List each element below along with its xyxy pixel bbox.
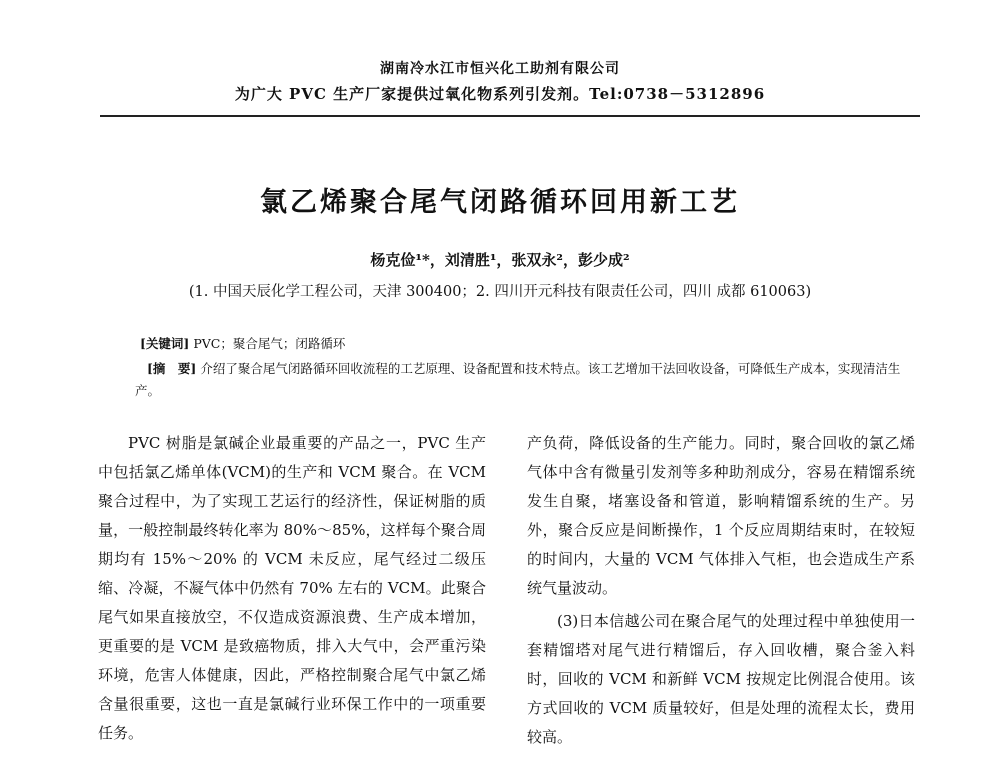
body-left-column (98, 429, 486, 748)
sponsor-company: 湖南冷水江市恒兴化工助剂有限公司 (380, 61, 620, 77)
keywords-text: PVC；聚合尾气；闭路循环 (193, 336, 346, 351)
abstract-block (135, 358, 920, 402)
body-paragraph: (3)日本信越公司在聚合尾气的处理过程中单独使用一套精馏塔对尾气进行精馏后，存入回收槽，聚合釜入料时，回收的 VCM 和新鲜 VCM 按规定比例混合使用。该方式回收的 VCM 质量较好，但是处理的流程太长，费用较高。 (527, 612, 915, 746)
body-paragraph-continued: 产负荷，降低设备的生产能力。同时，聚合回收的氯乙烯气体中含有微量引发剂等多种助剂成分，容易在精馏系统发生自聚，堵塞设备和管道，影响精馏系统的生产。另外，聚合反应是间断操作，1 个反应周期结束时，在较短的时间内，大量的 VCM 气体排入气柜，也会造成生产系统气量波动。 (527, 434, 915, 597)
sponsor-slogan: 为广大 PVC 生产厂家提供过氧化物系列引发剂。Tel:0738－5312896 (234, 85, 766, 103)
keywords-line (140, 335, 920, 353)
abstract-text: 介绍了聚合尾气闭路循环回收流程的工艺原理、设备配置和技术特点。该工艺增加干法回收设备，可降低生产成本，实现清洁生产。 (135, 361, 901, 398)
article-authors: 杨克俭¹*，刘清胜¹，张双永²，彭少成² (370, 251, 630, 269)
article-title: 氯乙烯聚合尾气闭路循环回用新工艺 (260, 187, 740, 218)
article-affiliation: (1. 中国天辰化学工程公司，天津 300400；2. 四川开元科技有限责任公司，四川 成都 610063) (188, 284, 812, 300)
body-right-column (527, 429, 915, 752)
abstract-label: [摘 要] (147, 361, 197, 376)
journal-header (0, 60, 1000, 105)
body-paragraph: PVC 树脂是氯碱企业最重要的产品之一，PVC 生产中包括氯乙烯单体(VCM)的生产和 VCM 聚合。在 VCM 聚合过程中，为了实现工艺运行的经济性，保证树脂的质量，一般控制最终转化率为 80%～85%，这样每个聚合周期均有 15%～20% 的 VCM 未反应，尾气经过二级压缩、冷凝，不凝气体中仍然有 70% 左右的 VCM。此聚合尾气如果直接放空，不仅造成资源浪费、生产成本增加，更重要的是 VCM 是致癌物质，排入大气中，会严重污染环境，危害人体健康，因此，严格控制聚合尾气中氯乙烯含量很重要，这也一直是氯碱行业环保工作中的一项重要任务。 (98, 434, 486, 742)
header-divider (100, 115, 920, 117)
keywords-label: [关键词] (140, 336, 190, 351)
